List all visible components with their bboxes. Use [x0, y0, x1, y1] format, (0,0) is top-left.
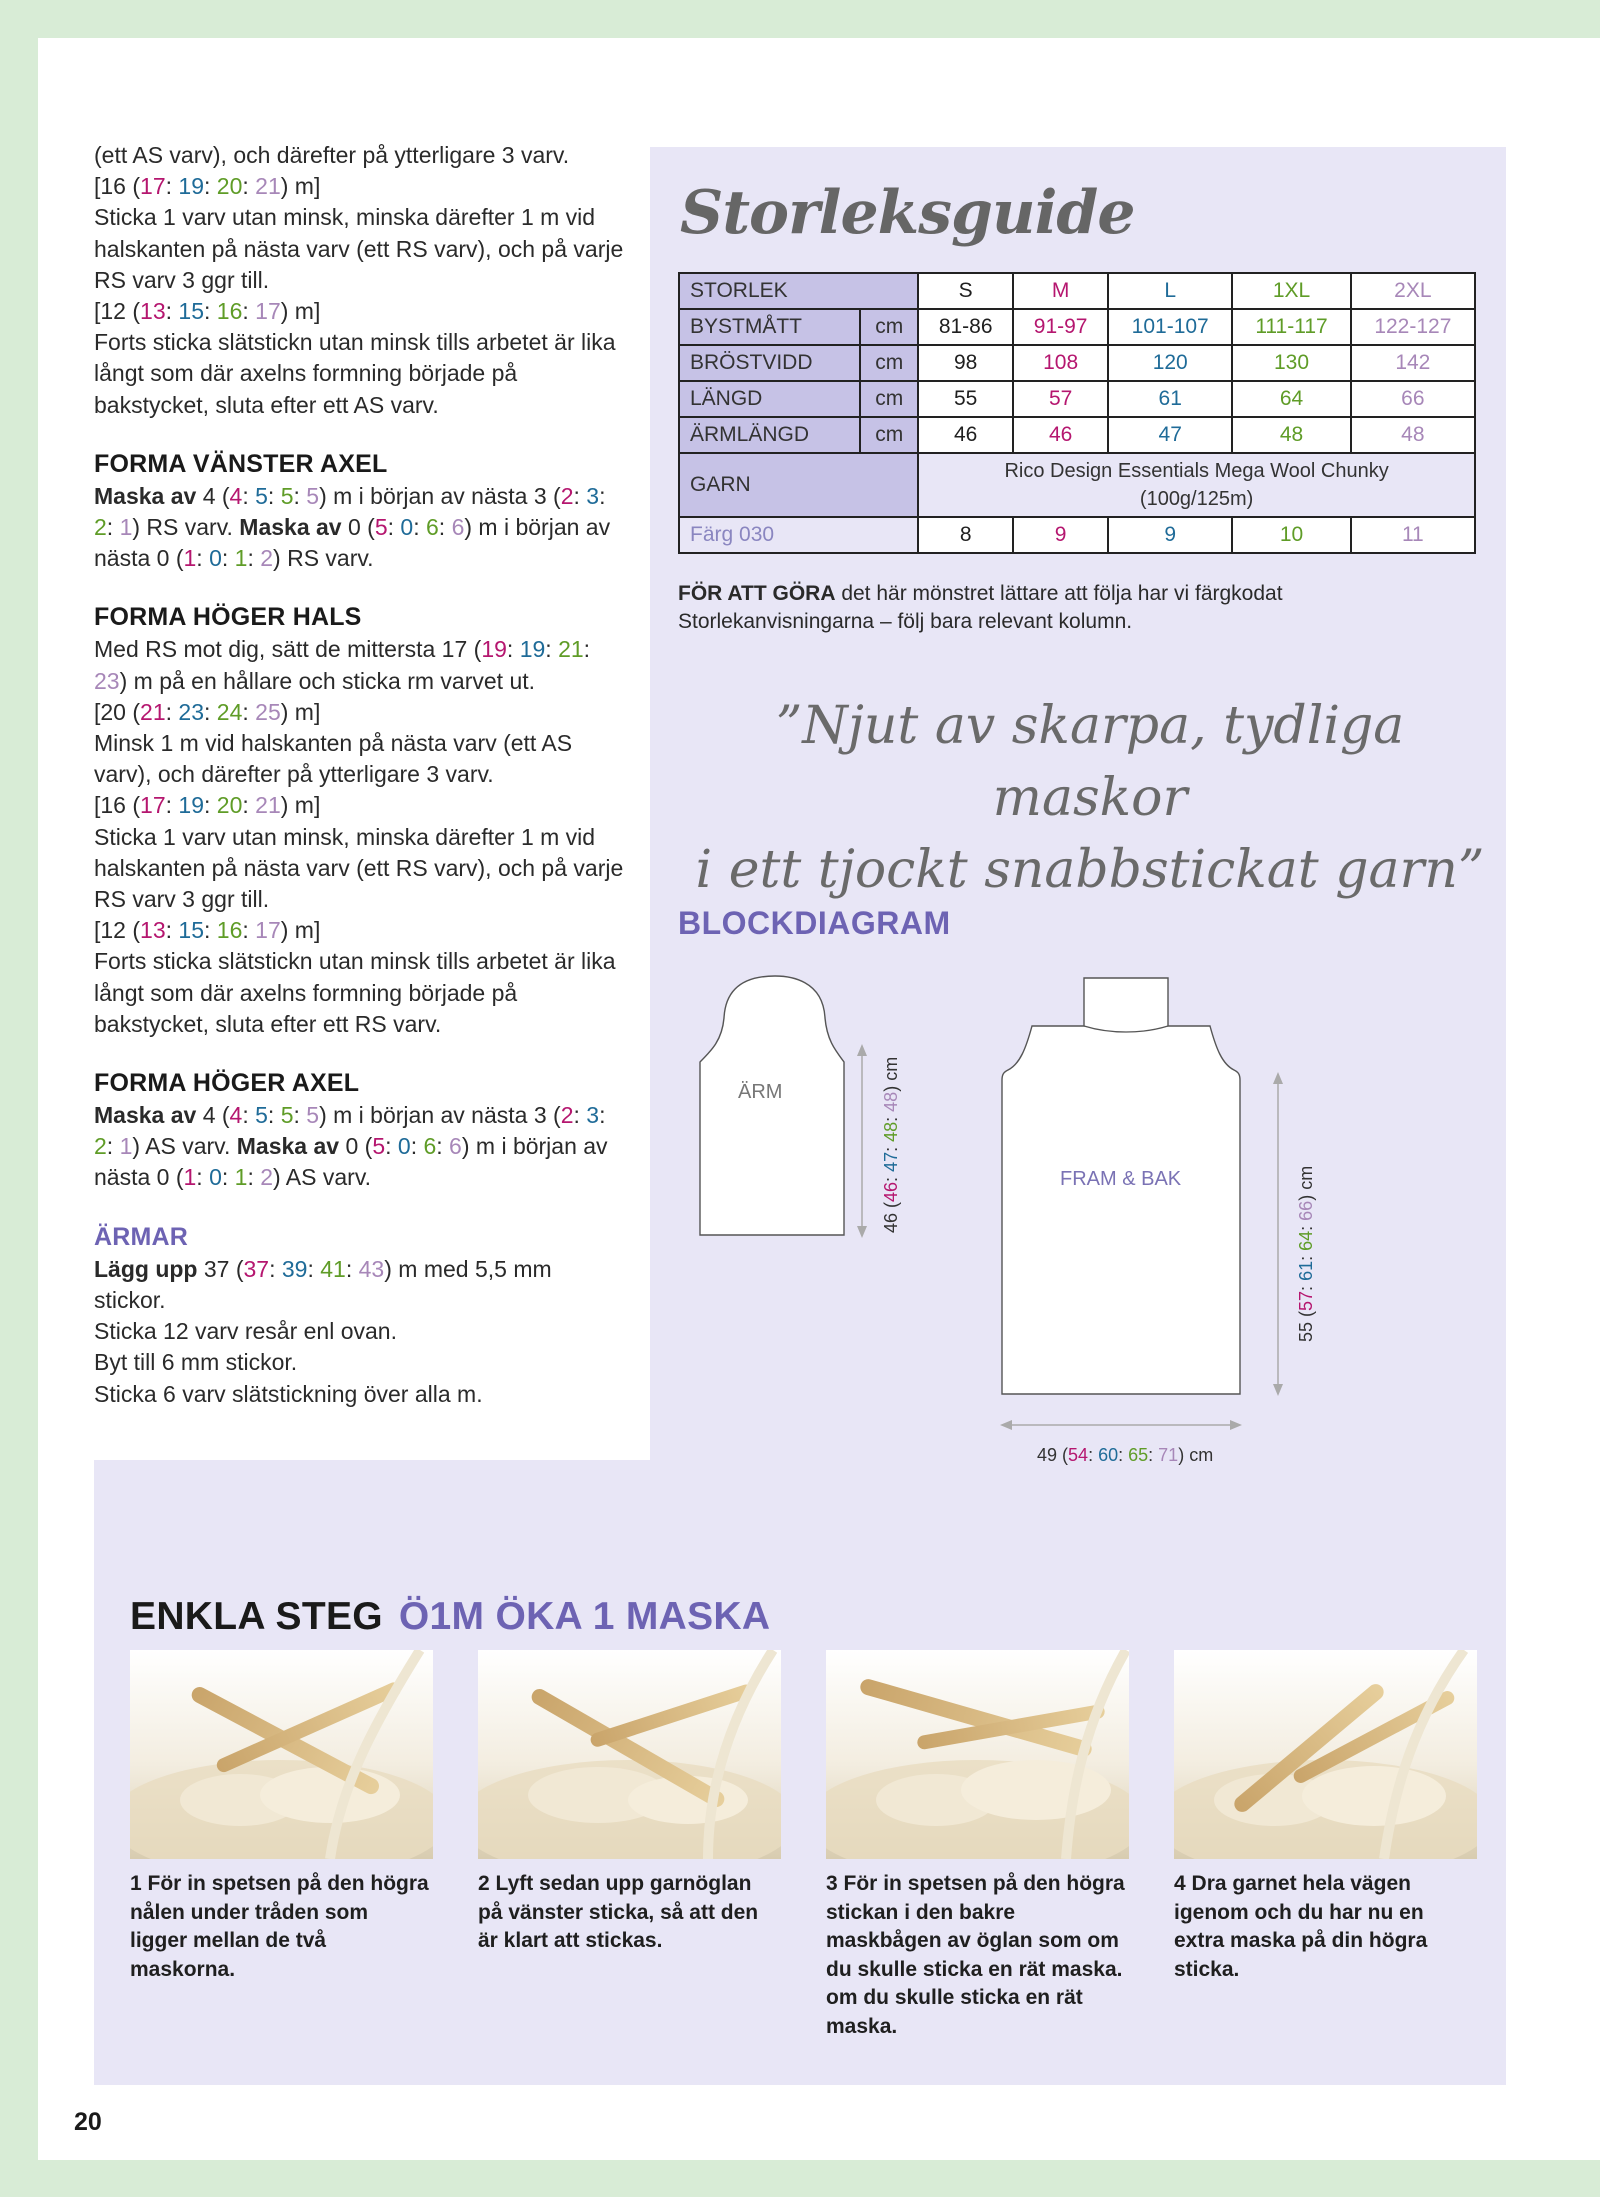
size-1xl: 1XL — [1232, 273, 1350, 309]
table-cell: 55 — [918, 381, 1013, 417]
step-caption-2: 2 Lyft sedan upp garnöglan på vänster sticka, så att den är klart att stickas. — [478, 1872, 759, 1952]
steps-heading: ENKLA STEG Ö1M ÖKA 1 MASKA — [130, 1595, 771, 1638]
row-label: BYSTMÅTT — [679, 309, 860, 345]
instruction-text: Minsk 1 m vid halskanten på nästa varv (ett AS varv), och därefter på ytterligare 3 varv. — [94, 730, 573, 788]
step-caption-3: 3 För in spetsen på den högra stickan i den bakre maskbågen av öglan som om du skulle sticka en rät maska. om du skulle sticka en rät maska. — [826, 1872, 1125, 2038]
section-right-neck — [94, 601, 624, 1040]
section-heading: FORMA HÖGER AXEL — [94, 1069, 360, 1098]
instruction-text: Forts sticka slätstickn utan minsk tills arbetet är lika långt som där axelns formning började på bakstycket, sluta efter ett RS varv. — [94, 948, 616, 1037]
table-cell: 48 — [1351, 417, 1475, 453]
color-code-note: FÖR ATT GÖRA det här mönstret lättare att följa har vi färgkodat Storlekanvisningarna – följ bara relevant kolumn. — [678, 582, 1283, 633]
size-l: L — [1108, 273, 1232, 309]
table-row — [679, 273, 1475, 309]
instruction-text: Maska av 4 (4: 5: 5: 5) m i början av nästa 3 (2: 3: 2: 1) AS varv. Maska av 0 (5: 0: 6: 6) m i början av nästa 0 (1: 0: 1: 2) AS varv. — [94, 1102, 608, 1191]
table-cell: 98 — [918, 345, 1013, 381]
sleeve-shape — [700, 976, 844, 1235]
table-cell: 108 — [1013, 345, 1108, 381]
table-cell: 9 — [1013, 517, 1108, 553]
table-cell: 91-97 — [1013, 309, 1108, 345]
instruction-text: Med RS mot dig, sätt de mittersta 17 (19: 19: 21: 23) m på en hållare och sticka rm varvet ut. — [94, 636, 591, 694]
table-cell: 120 — [1108, 345, 1232, 381]
section-heading: ÄRMAR — [94, 1222, 189, 1251]
size-2xl: 2XL — [1351, 273, 1475, 309]
blockdiagram-heading: BLOCKDIAGRAM — [678, 905, 951, 941]
table-cell: 46 — [1013, 417, 1108, 453]
body-width-label: 49 (54: 60: 65: 71) cm — [1037, 1445, 1214, 1465]
size-m: M — [1013, 273, 1108, 309]
instruction-text: Forts sticka slätstickn utan minsk tills arbetet är lika långt som där axelns formning började på bakstycket, sluta efter ett AS varv. — [94, 329, 616, 418]
table-cell: 66 — [1351, 381, 1475, 417]
quote-line: i ett tjockt snabbstickat garn” — [695, 840, 1485, 900]
table-cell: 46 — [918, 417, 1013, 453]
step-caption-4: 4 Dra garnet hela vägen igenom och du har nu en extra maska på din högra sticka. — [1174, 1872, 1428, 1981]
row-unit: cm — [860, 309, 918, 345]
step-photo-1 — [130, 1650, 433, 1859]
section-heading: FORMA VÄNSTER AXEL — [94, 449, 388, 478]
quote-line: ”Njut av skarpa, tydliga maskor — [775, 696, 1405, 828]
table-cell: 142 — [1351, 345, 1475, 381]
table-row — [679, 345, 1475, 381]
instruction-text: Maska av 4 (4: 5: 5: 5) m i början av nästa 3 (2: 3: 2: 1) RS varv. Maska av 0 (5: 0: 6: 6) m i början av nästa 0 (1: 0: 1: 2) RS varv. — [94, 482, 611, 572]
section-left-shoulder — [94, 448, 624, 575]
intro-text: (ett AS varv), och därefter på ytterligare 3 varv. — [94, 142, 570, 168]
table-cell: 8 — [918, 517, 1013, 553]
sleeve-label: ÄRM — [738, 1081, 783, 1103]
table-cell: 61 — [1108, 381, 1232, 417]
step-photo-2 — [478, 1650, 781, 1859]
instruction-text: Sticka 1 varv utan minsk, minska därefter 1 m vid halskanten på nästa varv (ett RS varv), och på varje RS varv 3 ggr till. — [94, 823, 624, 913]
sleeve-length-label: 46 (46: 47: 48: 48) cm — [881, 1056, 901, 1233]
table-row — [679, 517, 1475, 553]
table-cell: 9 — [1108, 517, 1232, 553]
table-cell: 64 — [1232, 381, 1350, 417]
table-cell: 10 — [1232, 517, 1350, 553]
table-cell: 47 — [1108, 417, 1232, 453]
instruction-text: Sticka 1 varv utan minsk, minska därefter 1 m vid halskanten på nästa varv (ett RS varv), och på varje RS varv 3 ggr till. — [94, 204, 624, 293]
table-row — [679, 453, 1475, 517]
stitch-count: [16 (17: 19: 20: 21) m] — [94, 173, 321, 200]
table-cell: 11 — [1351, 517, 1475, 553]
table-row — [679, 381, 1475, 417]
section-heading: FORMA HÖGER HALS — [94, 603, 362, 632]
body-length-label: 55 (57: 61: 64: 66) cm — [1296, 1165, 1316, 1342]
step-photo-4 — [1174, 1650, 1477, 1859]
section-sleeves — [94, 1221, 624, 1410]
row-label: Färg 030 — [679, 517, 918, 553]
instruction-text: Lägg upp 37 (37: 39: 41: 43) m med 5,5 mm stickor. — [94, 1255, 552, 1313]
table-cell: 111-117 — [1232, 309, 1350, 345]
stitch-count: [20 (21: 23: 24: 25) m] — [94, 698, 321, 725]
row-unit: cm — [860, 381, 918, 417]
step-caption-1: 1 För in spetsen på den högra nålen under tråden som ligger mellan de två maskorna. — [130, 1872, 429, 1981]
table-cell: 81-86 — [918, 309, 1013, 345]
instruction-text: Sticka 12 varv resår enl ovan. — [94, 1318, 397, 1345]
step-photo-3 — [826, 1650, 1129, 1859]
size-table — [678, 272, 1476, 554]
pattern-instructions — [94, 140, 624, 1410]
table-row — [679, 309, 1475, 345]
size-s: S — [918, 273, 1013, 309]
table-cell: 57 — [1013, 381, 1108, 417]
table-header-label: STORLEK — [679, 273, 918, 309]
row-unit: cm — [860, 417, 918, 453]
table-cell: 48 — [1232, 417, 1350, 453]
pull-quote — [690, 690, 1490, 906]
table-cell: 130 — [1232, 345, 1350, 381]
table-row — [679, 417, 1475, 453]
row-label: GARN — [679, 453, 918, 517]
stitch-count: [12 (13: 15: 16: 17) m] — [94, 298, 321, 325]
section-right-shoulder — [94, 1067, 624, 1194]
page-number: 20 — [74, 2108, 102, 2136]
row-label: LÄNGD — [679, 381, 860, 417]
yarn-cell: Rico Design Essentials Mega Wool Chunky (100g/125m) — [918, 453, 1475, 517]
row-label: BRÖSTVIDD — [679, 345, 860, 381]
size-guide-title: Storleksguide — [680, 178, 1135, 248]
table-cell: 101-107 — [1108, 309, 1232, 345]
row-label: ÄRMLÄNGD — [679, 417, 860, 453]
row-unit: cm — [860, 345, 918, 381]
body-label: FRAM & BAK — [1060, 1168, 1182, 1190]
schematic-diagram — [650, 960, 1506, 1480]
stitch-count: [12 (13: 15: 16: 17) m] — [94, 917, 321, 944]
instruction-text: Sticka 6 varv slätstickning över alla m. — [94, 1380, 483, 1407]
stitch-count: [16 (17: 19: 20: 21) m] — [94, 792, 321, 819]
table-cell: 122-127 — [1351, 309, 1475, 345]
instruction-text: Byt till 6 mm stickor. — [94, 1349, 298, 1376]
